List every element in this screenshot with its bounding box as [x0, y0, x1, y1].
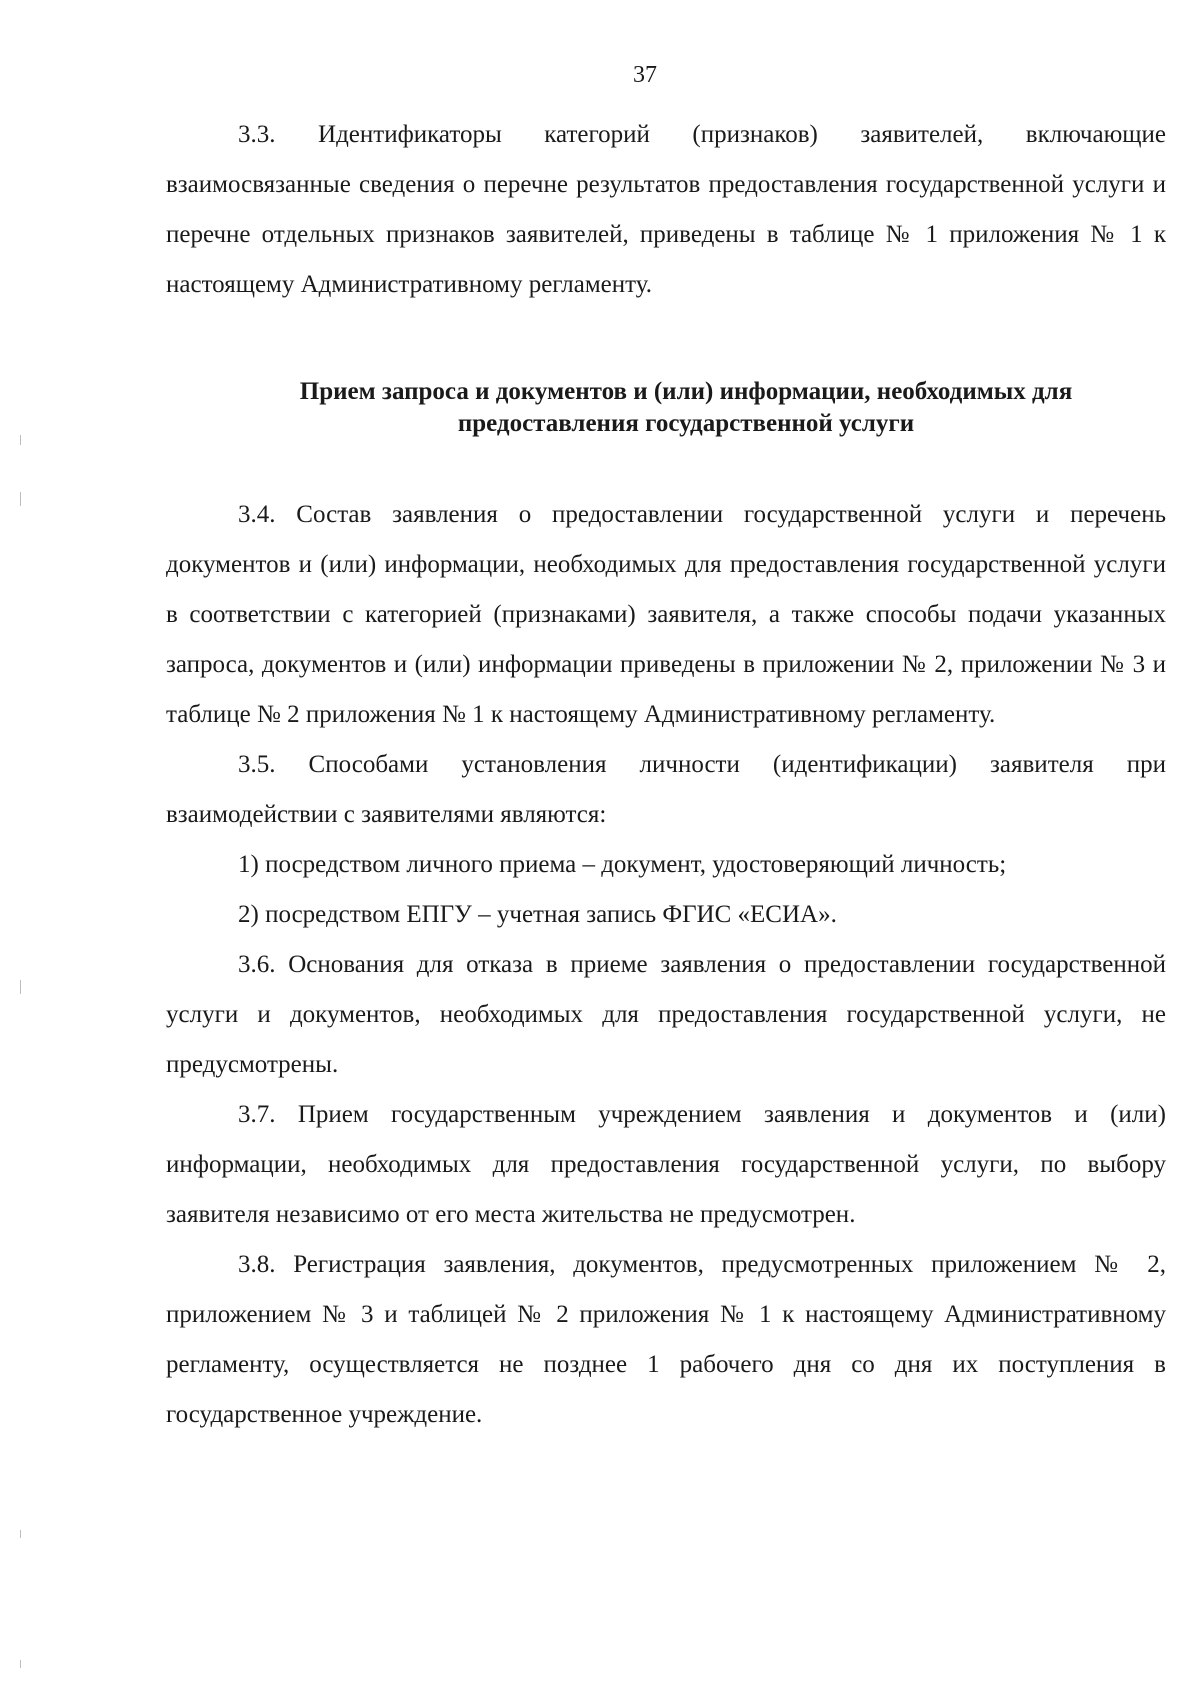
paragraph-3-6: 3.6. Основания для отказа в приеме заявления о предоставлении государственной услуги и документов, необходимых для предоставления государственной услуги, не предусмотрены. [166, 951, 1166, 1078]
paragraph-3-8: 3.8. Регистрация заявления, документов, предусмотренных приложением № 2, приложением № 3 и таблицей № 2 приложения № 1 к настоящему Административному регламенту, осуществляется не позднее 1 рабочего дня со дня их поступления в государственное учреждение. [166, 1251, 1166, 1428]
section-content [166, 490, 1166, 1440]
scan-margin-mark [20, 1660, 21, 1668]
page-number: 37 [633, 62, 657, 88]
scan-margin-mark [20, 1530, 21, 1538]
section-heading-line-1: Прием запроса и документов и (или) информации, необходимых для [299, 378, 1073, 405]
scan-margin-mark [20, 435, 21, 445]
paragraph-3-5: 3.5. Способами установления личности (идентификации) заявителя при взаимодействии с заявителями являются: [166, 751, 1166, 828]
list-item-1: 1) посредством личного приема – документ, удостоверяющий личность; [238, 851, 1007, 878]
paragraph-3-4: 3.4. Состав заявления о предоставлении государственной услуги и перечень документов и (или) информации, необходимых для предоставления государственной услуги в соответствии с категорией (признаками) заявителя, а также способы подачи указанных запроса, документов и (или) информации приведены в приложении № 2, приложении № 3 и таблице № 2 приложения № 1 к настоящему Административному регламенту. [166, 501, 1166, 728]
section-heading [166, 376, 1166, 440]
scan-margin-mark [20, 980, 21, 994]
paragraph-3-7: 3.7. Прием государственным учреждением заявления и документов и (или) информации, необходимых для предоставления государственной услуги, по выбору заявителя независимо от его места жительства не предусмотрен. [166, 1101, 1166, 1228]
document-body [166, 110, 1166, 1440]
list-item-2: 2) посредством ЕПГУ – учетная запись ФГИС «ЕСИА». [238, 901, 837, 928]
scan-margin-mark [20, 492, 21, 506]
paragraph-3-3: 3.3. Идентификаторы категорий (признаков) заявителей, включающие взаимосвязанные сведения о перечне результатов предоставления государственной услуги и перечне отдельных признаков заявителей, приведены в таблице № 1 приложения № 1 к настоящему Административному регламенту. [166, 121, 1166, 298]
section-heading-line-2: предоставления государственной услуги [457, 410, 915, 437]
